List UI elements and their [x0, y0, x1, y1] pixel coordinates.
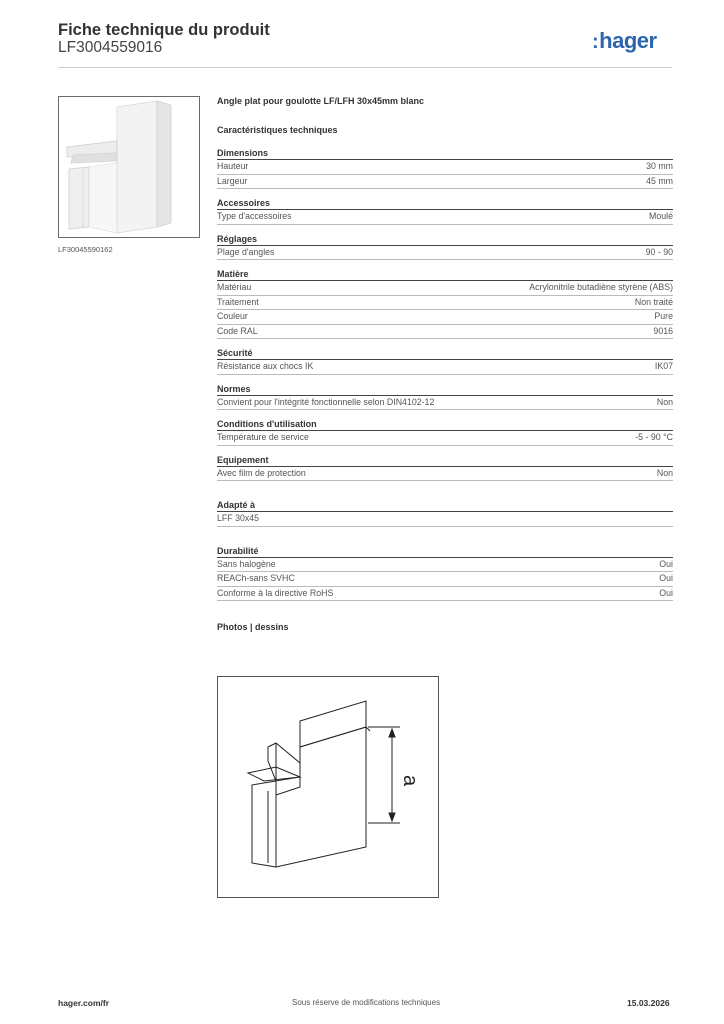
- dimension-label: a: [399, 775, 421, 787]
- page-title: Fiche technique du produit: [58, 21, 270, 39]
- spec-row: [217, 467, 673, 482]
- adapted-section: [217, 491, 673, 527]
- spec-label: Hauteur: [217, 161, 249, 171]
- spec-section: [217, 139, 673, 189]
- spec-label: Température de service: [217, 432, 309, 442]
- hager-logo: :hager: [592, 28, 657, 53]
- section-title: Normes: [217, 375, 673, 396]
- spec-row: [217, 360, 673, 375]
- spec-label: Conforme à la directive RoHS: [217, 587, 334, 598]
- spec-value: 9016: [653, 325, 673, 336]
- spec-row: [217, 210, 673, 225]
- spec-section: [217, 375, 673, 411]
- spec-value: Pure: [654, 311, 673, 321]
- spec-content: [217, 92, 673, 634]
- spec-label: Convient pour l'intégrité fonctionnelle selon DIN4102-12: [217, 396, 435, 407]
- spec-label: Type d'accessoires: [217, 211, 292, 221]
- spec-row: [217, 296, 673, 311]
- spec-value: -5 - 90 °C: [635, 432, 673, 442]
- spec-value: Non: [656, 396, 673, 407]
- adapted-rows: [217, 512, 673, 527]
- adapted-title: Adapté à: [217, 491, 673, 512]
- spec-section: [217, 189, 673, 225]
- spec-sections: [217, 139, 673, 481]
- spec-label: Avec film de protection: [217, 467, 306, 478]
- spec-row: [217, 310, 673, 325]
- spec-value: Moulé: [649, 211, 673, 221]
- spec-row: [217, 281, 673, 296]
- section-title: Equipement: [217, 446, 673, 467]
- spec-section: [217, 260, 673, 339]
- spec-label: Traitement: [217, 296, 259, 307]
- footer-date: 15.03.2026: [627, 998, 670, 1008]
- spec-label: Plage d'angles: [217, 246, 275, 257]
- spec-value: Oui: [659, 587, 673, 598]
- spec-row: [217, 572, 673, 587]
- technical-drawing: [217, 676, 439, 898]
- spec-section: [217, 410, 673, 446]
- spec-section: [217, 446, 673, 482]
- spec-row: [217, 175, 673, 190]
- spec-value: Acrylonitrile butadiène styrène (ABS): [529, 282, 673, 292]
- spec-label: Code RAL: [217, 325, 258, 336]
- logo-text: hager: [599, 28, 657, 53]
- section-title: Conditions d'utilisation: [217, 410, 673, 431]
- footer-disclaimer: Sous réserve de modifications techniques: [292, 998, 441, 1007]
- spec-row: [217, 587, 673, 602]
- spec-value: IK07: [654, 361, 673, 371]
- section-title: Matière: [217, 260, 673, 281]
- spec-value: 90 - 90: [645, 246, 673, 257]
- section-title: Accessoires: [217, 189, 673, 210]
- product-reference: LF3004559016: [58, 39, 163, 56]
- spec-value: Oui: [659, 558, 673, 569]
- product-photo: [58, 96, 200, 238]
- spec-label: LFF 30x45: [217, 513, 260, 523]
- photo-caption: LF30045590162: [58, 245, 113, 254]
- tech-heading: Caractéristiques techniques: [217, 125, 338, 135]
- spec-row: [217, 431, 673, 446]
- spec-row: [217, 558, 673, 573]
- spec-value: 30 mm: [646, 161, 673, 171]
- spec-section: [217, 339, 673, 375]
- product-photo-image: [59, 97, 199, 237]
- spec-label: Couleur: [217, 311, 248, 321]
- spec-section: [217, 225, 673, 261]
- spec-value: Non traité: [634, 296, 673, 307]
- header-divider: [58, 67, 672, 68]
- spec-label: Matériau: [217, 282, 252, 292]
- spec-value: Non: [656, 467, 673, 478]
- spec-row: [217, 160, 673, 175]
- spec-row: [217, 512, 673, 527]
- spec-label: Largeur: [217, 175, 248, 186]
- section-title: Sécurité: [217, 339, 673, 360]
- footer-website[interactable]: hager.com/fr: [58, 998, 110, 1008]
- spec-row: [217, 396, 673, 411]
- section-title: Dimensions: [217, 139, 673, 160]
- technical-drawing-image: [218, 677, 438, 897]
- spec-label: Résistance aux chocs IK: [217, 361, 314, 371]
- spec-value: Oui: [659, 573, 673, 583]
- photos-heading: Photos | dessins: [217, 622, 289, 632]
- durability-section: [217, 537, 673, 602]
- spec-value: 45 mm: [646, 175, 673, 186]
- section-title: Réglages: [217, 225, 673, 246]
- durability-rows: [217, 558, 673, 602]
- spec-row: [217, 246, 673, 261]
- product-name: Angle plat pour goulotte LF/LFH 30x45mm blanc: [217, 96, 425, 106]
- durability-title: Durabilité: [217, 537, 673, 558]
- spec-label: Sans halogène: [217, 558, 276, 569]
- spec-label: REACh-sans SVHC: [217, 573, 295, 583]
- spec-row: [217, 325, 673, 340]
